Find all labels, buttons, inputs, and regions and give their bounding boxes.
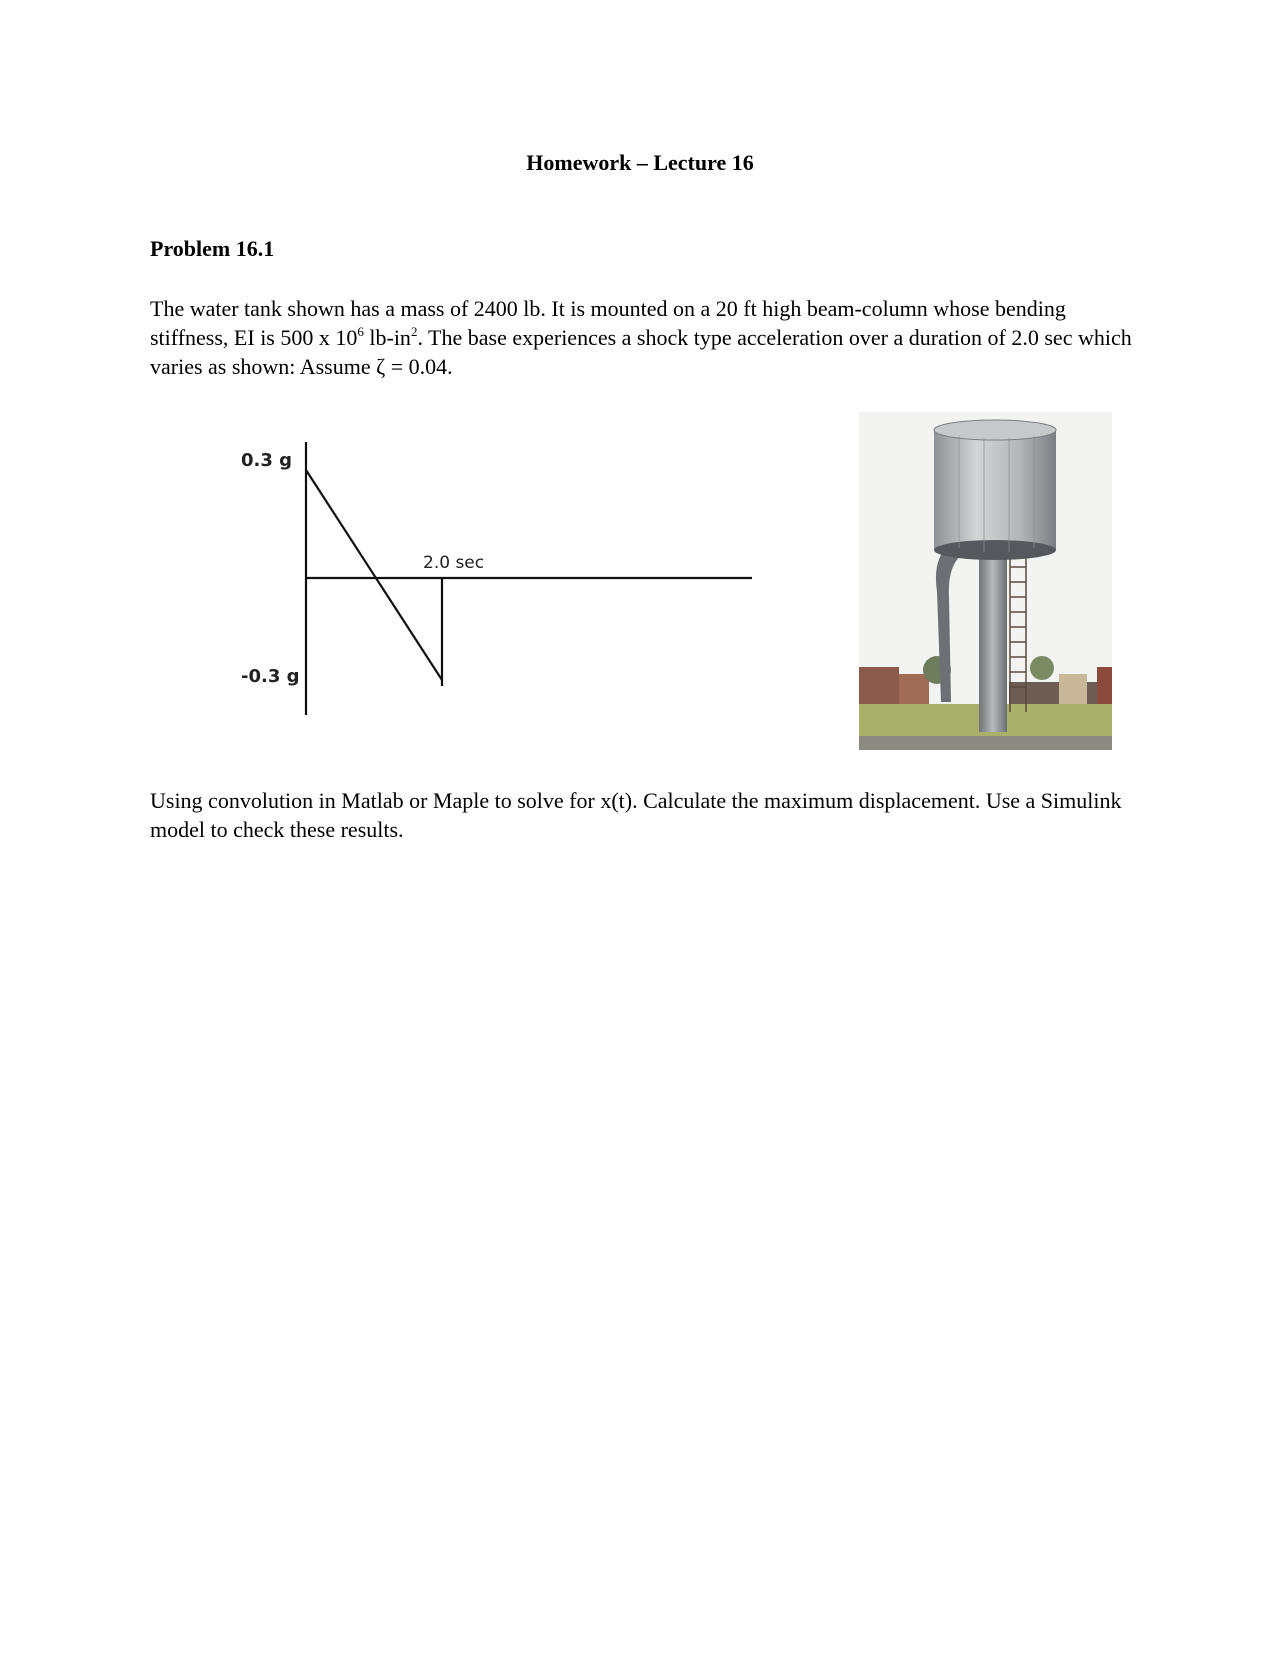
water-tank-photo [859, 412, 1112, 750]
statement-part-2: lb-in [363, 325, 411, 350]
problem-statement [150, 294, 1140, 381]
ramp-line [306, 470, 442, 680]
label-peak-negative: -0.3 g [241, 666, 300, 687]
acceleration-pulse-diagram [225, 430, 765, 730]
tank-column [979, 552, 1007, 732]
task-instruction: Using convolution in Matlab or Maple to solve for x(t). Calculate the maximum displacement. Use a Simulink model to check these results. [150, 788, 1122, 842]
tank-top [934, 420, 1056, 440]
tank-body [934, 430, 1056, 550]
label-duration: 2.0 sec [423, 553, 485, 573]
exponent-6: 6 [357, 324, 364, 339]
statement-part-3: . The base experiences a shock type acceleration over a duration of 2.0 sec which varies as shown: Assume ζ = 0.04. [150, 325, 1132, 379]
problem-heading: Problem 16.1 [150, 236, 275, 261]
exponent-2: 2 [410, 324, 418, 339]
statement-part-1: The water tank shown has a mass of 2400 lb. It is mounted on a 20 ft high beam-column whose bending stiffness, EI is 500 x 10 [150, 296, 1066, 350]
page-title: Homework – Lecture 16 [526, 150, 754, 175]
label-peak-positive: 0.3 g [241, 450, 293, 471]
